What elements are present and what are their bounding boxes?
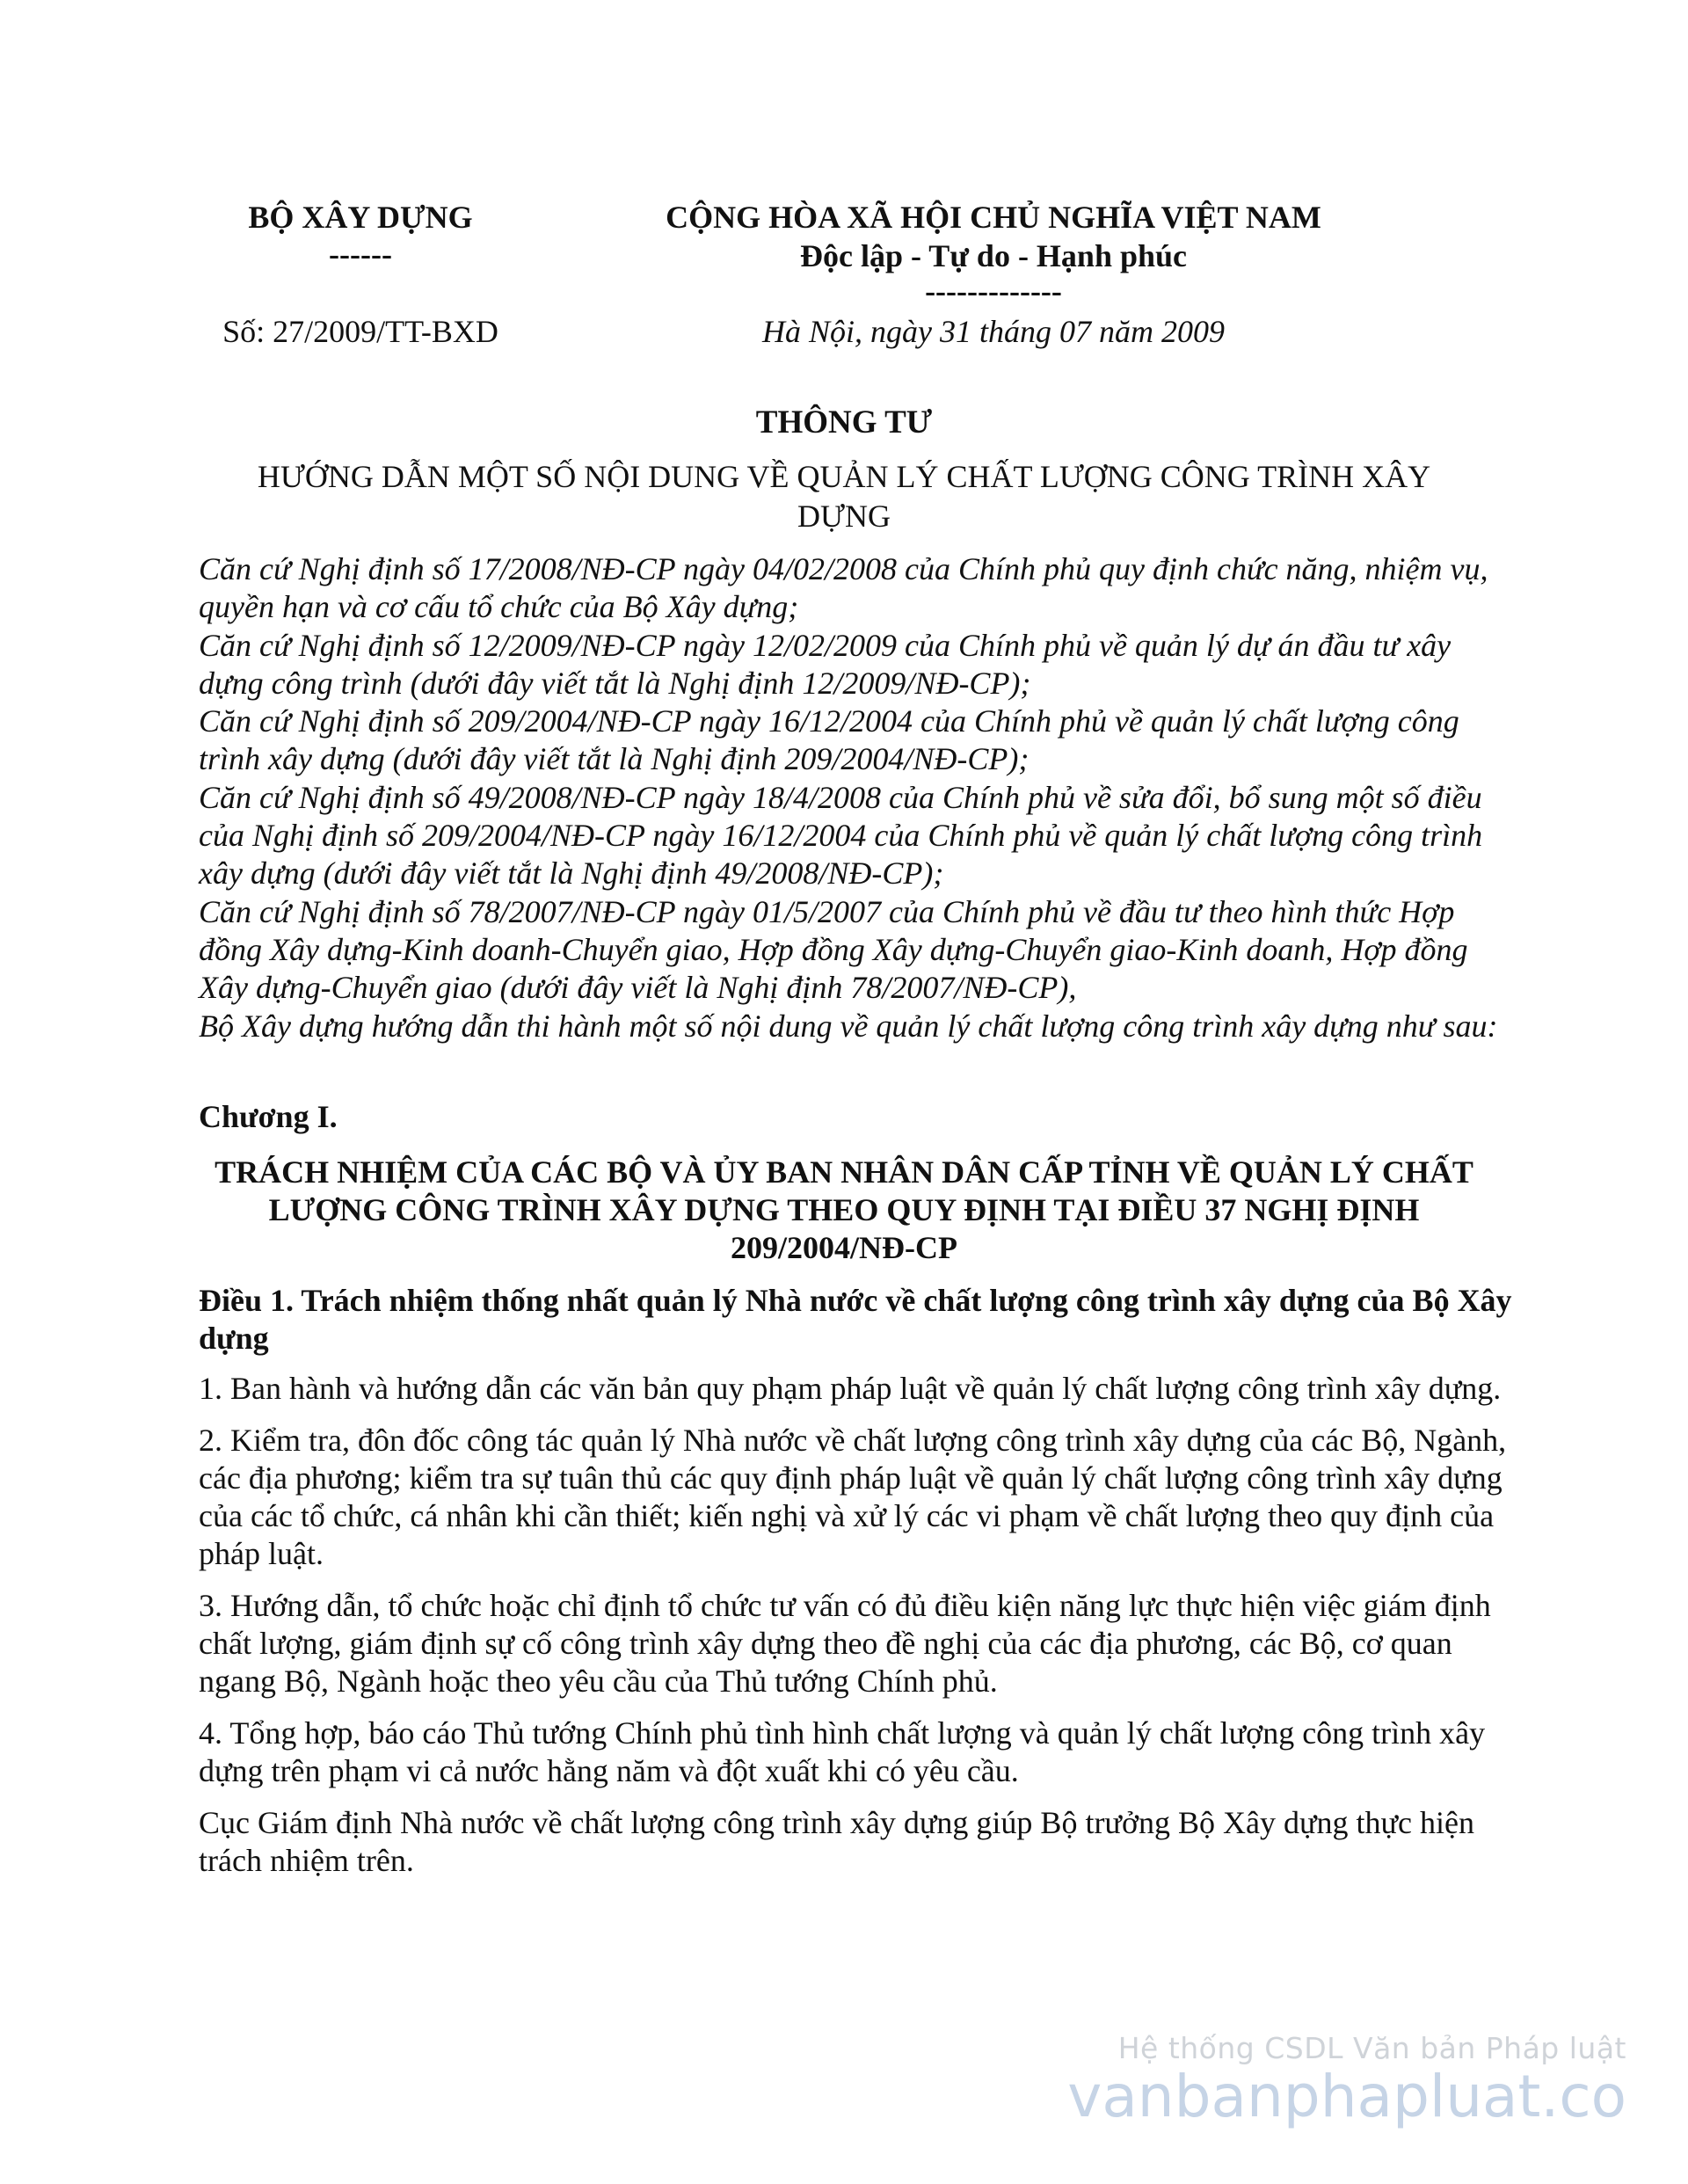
watermark-site: vanbanphapluat.co [1067, 2063, 1626, 2130]
preamble-item: Căn cứ Nghị định số 12/2009/NĐ-CP ngày 12/02/2009 của Chính phủ về quản lý dự án đầu tư xây dựng công trình (dưới đây viết tắt là Nghị định 12/2009/NĐ-CP); [199, 627, 1452, 701]
chapter-title: TRÁCH NHIỆM CỦA CÁC BỘ VÀ ỦY BAN NHÂN DÂN CẤP TỈNH VỀ QUẢN LÝ CHẤT LƯỢNG CÔNG TRÌNH XÂY DỰNG THEO QUY ĐỊNH TẠI ĐIỀU 37 NGHỊ ĐỊNH 209/2004/NĐ-CP [215, 1154, 1473, 1265]
preamble [199, 550, 1517, 1045]
article-clause: 3. Hướng dẫn, tổ chức hoặc chỉ định tổ chức tư vấn có đủ điều kiện năng lực thực hiện việc giám định chất lượng, giám định sự cố công trình xây dựng theo đề nghị của các địa phương, các Bộ, cơ quan ngang Bộ, Ngành hoặc theo yêu cầu của Thủ tướng Chính phủ. [199, 1588, 1491, 1699]
preamble-item: Căn cứ Nghị định số 17/2008/NĐ-CP ngày 04/02/2008 của Chính phủ quy định chức năng, nhiệm vụ, quyền hạn và cơ cấu tổ chức của Bộ Xây dựng; [199, 551, 1488, 625]
preamble-item: Căn cứ Nghị định số 209/2004/NĐ-CP ngày 16/12/2004 của Chính phủ về quản lý chất lượng công trình xây dựng (dưới đây viết tắt là Nghị định 209/2004/NĐ-CP); [199, 703, 1459, 777]
article-clause: Cục Giám định Nhà nước về chất lượng công trình xây dựng giúp Bộ trưởng Bộ Xây dựng thực hiện trách nhiệm trên. [199, 1805, 1474, 1878]
preamble-item: Căn cứ Nghị định số 49/2008/NĐ-CP ngày 18/4/2008 của Chính phủ về sửa đổi, bổ sung một số điều của Nghị định số 209/2004/NĐ-CP ngày 16/12/2004 của Chính phủ về quản lý chất lượng công trình xây dựng (dưới đây viết tắt là Nghị định 49/2008/NĐ-CP); [199, 779, 1483, 892]
article-clause: 4. Tổng hợp, báo cáo Thủ tướng Chính phủ tình hình chất lượng và quản lý chất lượng công trình xây dựng trên phạm vi cả nước hằng năm và đột xuất khi có yêu cầu. [199, 1715, 1486, 1788]
agency-rule: ------ [329, 237, 392, 272]
place-and-date: Hà Nội, ngày 31 tháng 07 năm 2009 [762, 314, 1225, 349]
agency-name: BỘ XÂY DỰNG [248, 200, 473, 235]
article-clause: 2. Kiểm tra, đôn đốc công tác quản lý Nhà nước về chất lượng công trình xây dựng của các Bộ, Ngành, các địa phương; kiểm tra sự tuân thủ các quy định pháp luật về quản lý chất lượng công trình xây dựng của các tổ chức, cá nhân khi cần thiết; kiến nghị và xử lý các vi phạm về chất lượng theo quy định của pháp luật. [199, 1423, 1507, 1571]
document-number: Số: 27/2009/TT-BXD [222, 314, 498, 349]
document-subject: HƯỚNG DẪN MỘT SỐ NỘI DUNG VỀ QUẢN LÝ CHẤT LƯỢNG CÔNG TRÌNH XÂY DỰNG [257, 459, 1431, 534]
nation-name: CỘNG HÒA XÃ HỘI CHỦ NGHĨA VIỆT NAM [666, 200, 1321, 235]
document-type-title: THÔNG TƯ [755, 404, 933, 440]
preamble-item: Bộ Xây dựng hướng dẫn thi hành một số nội dung về quản lý chất lượng công trình xây dựng như sau: [199, 1008, 1498, 1044]
national-motto: Độc lập - Tự do - Hạnh phúc [799, 238, 1188, 273]
chapter-label: Chương I. [199, 1099, 338, 1134]
article-heading: Điều 1. Trách nhiệm thống nhất quản lý Nhà nước về chất lượng công trình xây dựng của Bộ Xây dựng [199, 1283, 1512, 1356]
article-clause: 1. Ban hành và hướng dẫn các văn bản quy phạm pháp luật về quản lý chất lượng công trình xây dựng. [199, 1371, 1502, 1406]
watermark-caption: Hệ thống CSDL Văn bản Pháp luật [1117, 2031, 1626, 2065]
article-1 [199, 1282, 1517, 1894]
motto-rule: ------------- [925, 273, 1062, 309]
preamble-item: Căn cứ Nghị định số 78/2007/NĐ-CP ngày 01/5/2007 của Chính phủ về đầu tư theo hình thức Hợp đồng Xây dựng-Kinh doanh-Chuyển giao, Hợp đồng Xây dựng-Chuyển giao-Kinh doanh, Hợp đồng Xây dựng-Chuyển giao (dưới đây viết là Nghị định 78/2007/NĐ-CP), [199, 893, 1468, 1006]
